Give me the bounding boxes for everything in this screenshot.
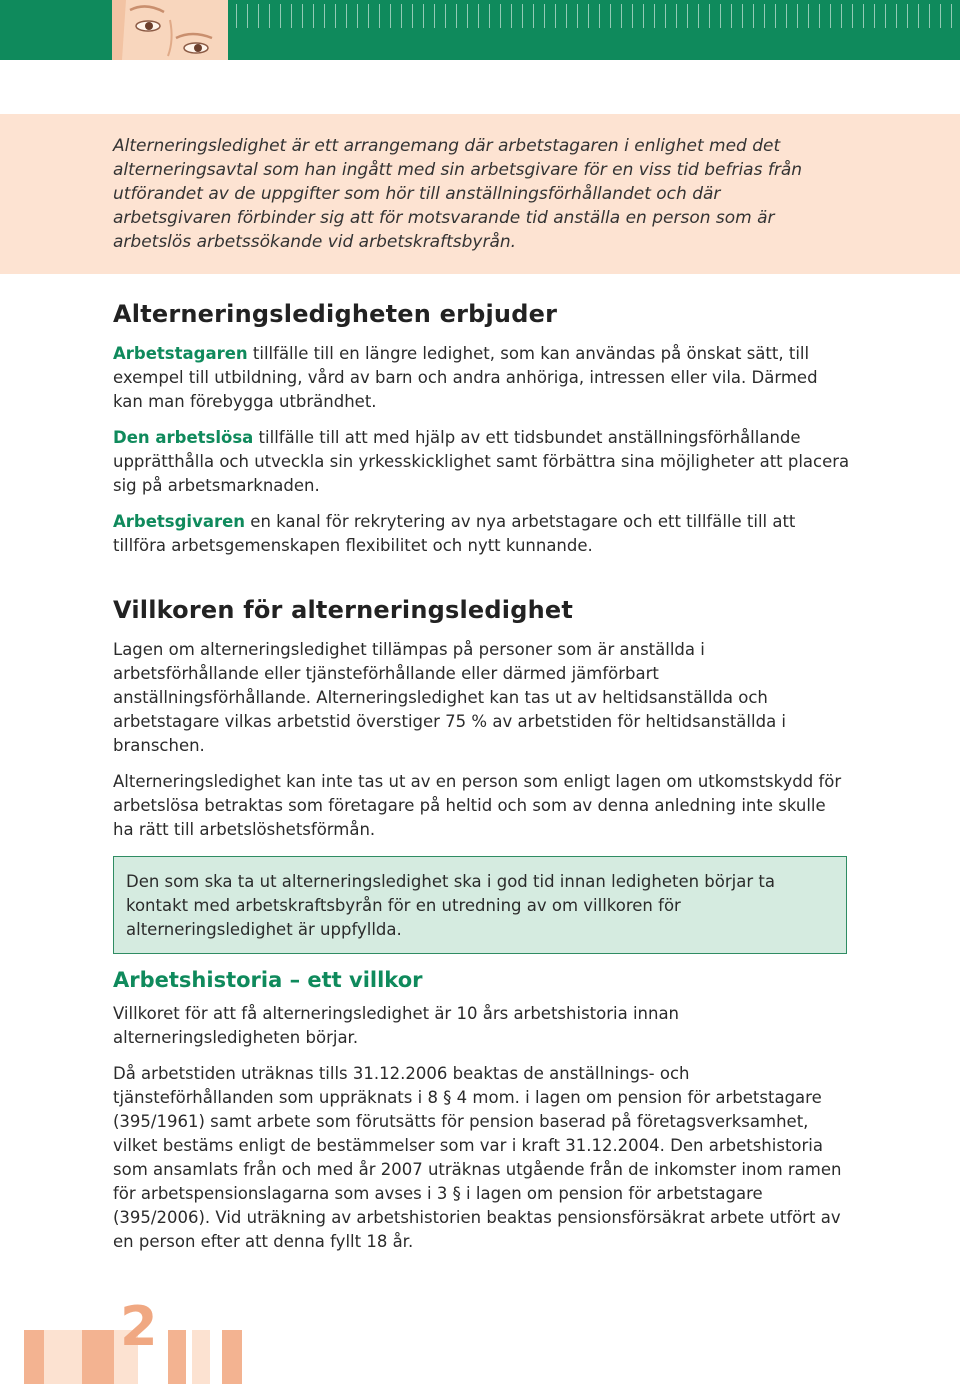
- offer-text: en kanal för rekrytering av nya arbetstagare och ett tillfälle till att tillföra arbetsgemenskapen flexibilitet och nytt kunnande.: [113, 512, 796, 555]
- offer-lead: Arbetsgivaren: [113, 512, 246, 531]
- offer-lead: Den arbetslösa: [113, 428, 254, 447]
- page-number: 2: [120, 1295, 158, 1358]
- conditions-paragraph: Alterneringsledighet kan inte tas ut av en person som enligt lagen om utkomstskydd för arbetslösa betraktas som företagare på heltid och som av denna anledning inte skulle ha rätt till arbetslöshetsförmån.: [113, 772, 842, 839]
- footer-block: [44, 1330, 82, 1384]
- work-history-paragraph: Då arbetstiden uträknas tills 31.12.2006 beaktas de anställnings- och tjänsteförhållanden som uppräknats i 8 § 4 mom. i lagen om pension för arbetstagare (395/1961) samt arbete som förutsätts för pension baserad på företagsverksamhet, vilket bestäms enligt de bestämmelser som var i kraft 31.12.2004. Den arbetshistoria som ansamlats från och med år 2007 uträknas utgående från de inkomster inom ramen för arbetspensionslagarna som avses i 3 § i lagen om pension för arbetstagare (395/2006). Vid uträkning av arbetshistorien beaktas pensionsförsäkrat arbete utfört av en person efter att denna fyllt 18 år.: [113, 1064, 842, 1251]
- offer-item: [113, 426, 851, 498]
- footer-block: [168, 1330, 186, 1384]
- main-content: [113, 296, 851, 1254]
- section-heading-conditions: Villkoren för alterneringsledighet: [113, 596, 574, 624]
- section-heading-offers: Alterneringsledigheten erbjuder: [113, 300, 558, 328]
- section-heading-work-history: Arbetshistoria – ett villkor: [113, 968, 423, 992]
- footer-block: [222, 1330, 242, 1384]
- header-stripes: [236, 4, 960, 28]
- footer-block: [24, 1330, 44, 1384]
- header-photo: [112, 0, 228, 60]
- intro-band: [0, 114, 960, 274]
- offer-item: [113, 510, 851, 558]
- offer-text: tillfälle till en längre ledighet, som kan användas på önskat sätt, till exempel till utbildning, vård av barn och andra anhöriga, intressen eller vila. Därmed kan man förebygga utbrändhet.: [113, 344, 818, 411]
- header-band: [0, 0, 960, 60]
- notice-box: [113, 856, 847, 954]
- footer-block: [192, 1330, 210, 1384]
- face-illustration: [112, 0, 228, 60]
- intro-text: Alterneringsledighet är ett arrangemang där arbetstagaren i enlighet med det alterneringsavtal som han ingått med sin arbetsgivare för en viss tid befrias från utförandet av de uppgifter som hör till anställningsförhållandet och där arbetsgivaren förbinder sig att för motsvarande tid anställa en person som är arbetslös arbetssökande vid arbetskraftsbyrån.: [113, 136, 803, 252]
- work-history-paragraph: Villkoret för att få alterneringsledighet är 10 års arbetshistoria innan alterneringsledigheten börjar.: [113, 1004, 680, 1047]
- conditions-paragraph: Lagen om alterneringsledighet tillämpas på personer som är anställda i arbetsförhållande eller tjänsteförhållande eller därmed jämförbart anställningsförhållande. Alterneringsledighet kan tas ut av heltidsanställda och arbetstagare vilkas arbetstid överstiger 75 % av arbetstiden för heltidsanställda i branschen.: [113, 640, 787, 755]
- footer-block: [82, 1330, 114, 1384]
- offer-lead: Arbetstagaren: [113, 344, 248, 363]
- offer-text: tillfälle till att med hjälp av ett tidsbundet anställningsförhållande upprätthålla och utveckla sin yrkesskicklighet samt förbättra sina möjligheter att placera sig på arbetsmarknaden.: [113, 428, 850, 495]
- offer-item: [113, 342, 851, 414]
- notice-text: Den som ska ta ut alterneringsledighet ska i god tid innan ledigheten börjar ta kontakt med arbetskraftsbyrån för en utredning av om villkoren för alterneringsledighet är uppfyllda.: [126, 872, 775, 939]
